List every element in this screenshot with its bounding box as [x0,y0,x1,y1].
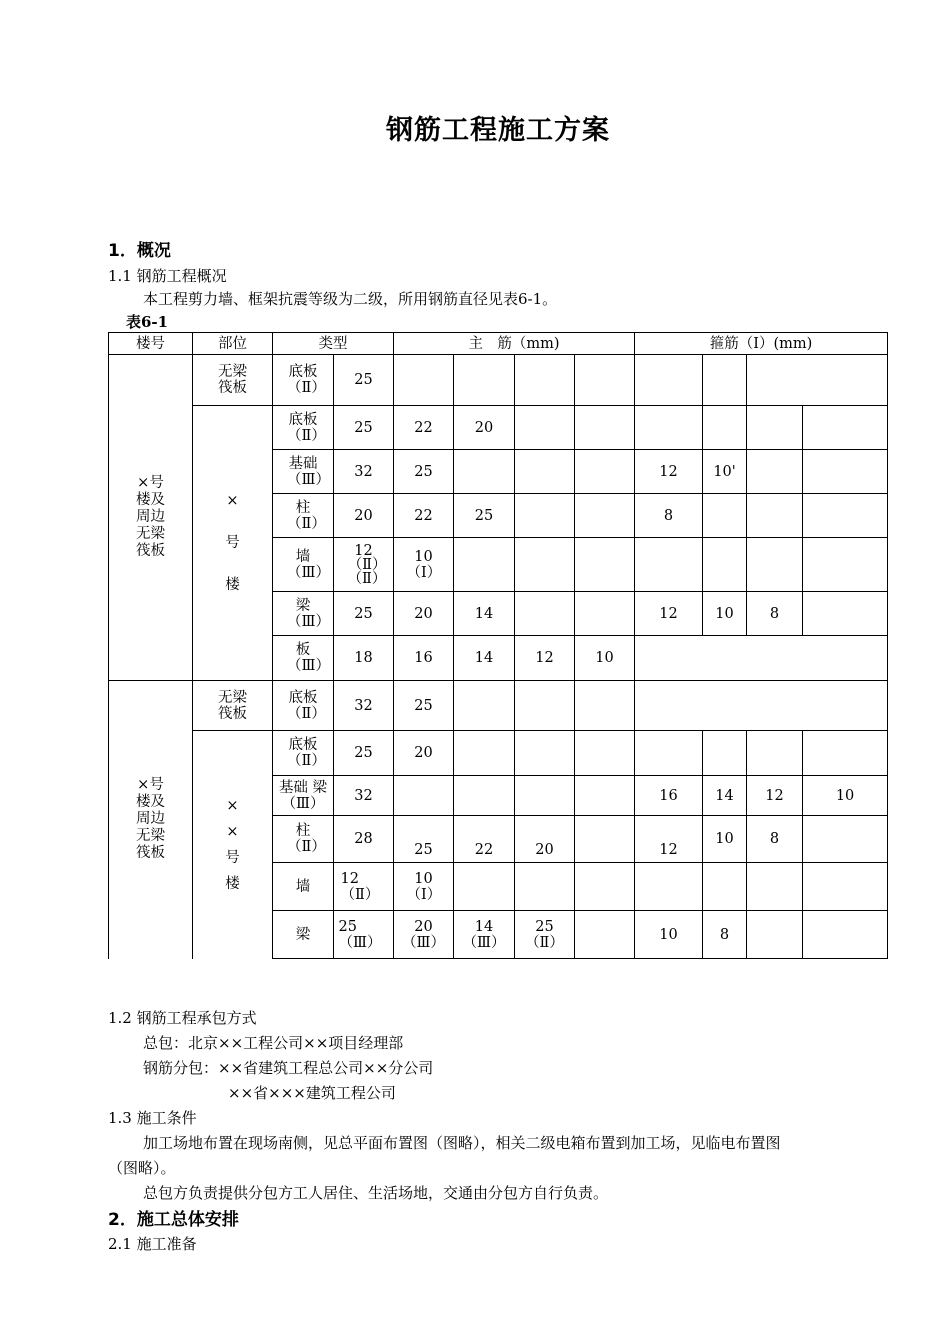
section-1-3-heading: 1.3 施工条件 [108,1109,197,1127]
type-cell: 底板（Ⅱ） [273,406,334,450]
value-cell [747,911,803,959]
header-cell: 楼号 [109,333,193,355]
value-cell: 14 [454,636,515,681]
type-cell: 梁（Ⅲ） [273,592,334,636]
value-cell: 22 [394,406,454,450]
value-cell: 18 [334,636,394,681]
header-cell: 类型 [273,333,394,355]
value-cell: 25 [334,406,394,450]
value-cell [454,863,515,911]
value-cell [515,681,575,731]
value-cell: 25（Ⅱ） [515,911,575,959]
value-cell [575,776,635,816]
type-cell: 板（Ⅲ） [273,636,334,681]
value-cell [803,592,888,636]
value-cell [575,406,635,450]
type-cell: 底板（Ⅱ） [273,355,334,406]
value-cell: 16 [394,636,454,681]
value-cell [515,731,575,776]
value-cell: 20（Ⅲ） [394,911,454,959]
value-cell [575,538,635,592]
value-cell: 22 [394,494,454,538]
value-cell [515,450,575,494]
value-cell [515,494,575,538]
section-2-heading: 2．施工总体安排 [108,1210,239,1230]
value-cell [747,450,803,494]
value-cell: 20 [394,731,454,776]
value-cell: 25 [334,355,394,406]
value-cell [515,538,575,592]
building-cell: ×号楼及周边无梁筏板 [109,355,193,681]
value-cell: 10 [635,911,703,959]
section-1-1-text: 本工程剪力墙、框架抗震等级为二级，所用钢筋直径见表6-1。 [143,290,558,308]
value-cell: 10' [703,450,747,494]
value-cell [454,776,515,816]
section-1-3-para-2: 总包方负责提供分包方工人居住、生活场地，交通由分包方自行负责。 [143,1184,609,1202]
page-title: 钢筋工程施工方案 [386,115,610,146]
value-cell [394,355,454,406]
value-cell: 12 [747,776,803,816]
value-cell [635,406,703,450]
value-cell [803,538,888,592]
subcontractor-1: 钢筋分包：××省建筑工程总公司××分公司 [143,1059,434,1077]
value-cell [454,355,515,406]
value-cell [747,355,888,406]
value-cell: 12 [635,450,703,494]
type-cell: 柱（Ⅱ） [273,494,334,538]
table-row [109,731,888,776]
value-cell [803,911,888,959]
value-cell [747,406,803,450]
value-cell: 10 [803,776,888,816]
value-cell: 8 [747,816,803,863]
value-cell: 10（Ⅰ） [394,538,454,592]
value-cell: 12（Ⅱ） [334,863,394,911]
value-cell [747,731,803,776]
value-cell [803,816,888,863]
value-cell: 28 [334,816,394,863]
value-cell [515,863,575,911]
value-cell [575,731,635,776]
type-cell: 梁 [273,911,334,959]
value-cell: 32 [334,776,394,816]
section-1-2-heading: 1.2 钢筋工程承包方式 [108,1009,257,1027]
rebar-spec-table [108,332,888,959]
value-cell [454,681,515,731]
value-cell [703,863,747,911]
value-cell [575,592,635,636]
value-cell: 25 [334,731,394,776]
value-cell: 20 [394,592,454,636]
section-2-1-heading: 2.1 施工准备 [108,1235,197,1253]
value-cell: 20 [334,494,394,538]
type-cell: 基础（Ⅲ） [273,450,334,494]
value-cell [575,816,635,863]
type-cell: 墙 [273,863,334,911]
value-cell: 25（Ⅲ） [334,911,394,959]
value-cell: 8 [703,911,747,959]
value-cell [803,406,888,450]
section-1-3-para-1-cont: （图略）。 [108,1159,176,1177]
value-cell [803,450,888,494]
value-cell [635,863,703,911]
value-cell: 32 [334,681,394,731]
value-cell [575,494,635,538]
value-cell [635,538,703,592]
value-cell: 8 [635,494,703,538]
value-cell [803,731,888,776]
table-header-row [109,333,888,355]
value-cell: 20 [454,406,515,450]
value-cell: 10 [703,816,747,863]
value-cell [635,681,888,731]
header-cell: 主 筋（mm) [394,333,635,355]
type-cell: 基础 梁（Ⅲ） [273,776,334,816]
value-cell [803,494,888,538]
value-cell [703,406,747,450]
value-cell: 25 [394,681,454,731]
value-cell: 10 [575,636,635,681]
value-cell [635,355,703,406]
value-cell [803,863,888,911]
part-cell: × 号 楼 [193,406,273,681]
value-cell: 12 [635,592,703,636]
value-cell: 10 [703,592,747,636]
header-cell: 部位 [193,333,273,355]
value-cell: 16 [635,776,703,816]
value-cell: 8 [747,592,803,636]
value-cell [635,636,888,681]
table-row [109,681,888,731]
value-cell [454,450,515,494]
type-cell: 底板（Ⅱ） [273,681,334,731]
value-cell: 12 [515,636,575,681]
table-row [109,406,888,450]
part-cell: × × 号 楼 [193,731,273,959]
value-cell: 14 [454,592,515,636]
section-1-3-para-1: 加工场地布置在现场南侧，见总平面布置图（图略），相关二级电箱布置到加工场，见临电布置图 [143,1134,781,1152]
type-cell: 底板（Ⅱ） [273,731,334,776]
general-contractor: 总包：北京××工程公司××项目经理部 [143,1034,404,1052]
value-cell [515,592,575,636]
table-caption: 表6-1 [126,313,169,331]
value-cell: 25 [394,450,454,494]
value-cell: 25 [394,816,454,863]
value-cell [515,776,575,816]
part-cell: 无梁筏板 [193,681,273,731]
value-cell: 32 [334,450,394,494]
value-cell [747,494,803,538]
value-cell: 10（Ⅰ） [394,863,454,911]
value-cell [747,863,803,911]
value-cell [454,731,515,776]
value-cell [575,681,635,731]
value-cell [394,776,454,816]
value-cell [575,911,635,959]
value-cell: 20 [515,816,575,863]
type-cell: 墙（Ⅲ） [273,538,334,592]
value-cell [703,494,747,538]
value-cell: 25 [334,592,394,636]
building-cell: ×号楼及周边无梁筏板 [109,681,193,959]
section-1-heading: 1．概况 [108,241,171,261]
value-cell [454,538,515,592]
section-1-1-heading: 1.1 钢筋工程概况 [108,267,227,285]
header-cell: 箍筋（I）(mm) [635,333,888,355]
value-cell [703,355,747,406]
table-row [109,355,888,406]
value-cell: 25 [454,494,515,538]
value-cell [635,731,703,776]
subcontractor-2: ××省×××建筑工程公司 [228,1084,396,1102]
value-cell [515,406,575,450]
value-cell [515,355,575,406]
value-cell: 14 [703,776,747,816]
value-cell [747,538,803,592]
value-cell [703,538,747,592]
value-cell [575,863,635,911]
part-cell: 无梁筏板 [193,355,273,406]
value-cell: 12 [635,816,703,863]
value-cell [575,450,635,494]
value-cell: 22 [454,816,515,863]
type-cell: 柱（Ⅱ） [273,816,334,863]
value-cell: 12（Ⅱ）（Ⅱ） [334,538,394,592]
value-cell [575,355,635,406]
value-cell [703,731,747,776]
value-cell: 14（Ⅲ） [454,911,515,959]
